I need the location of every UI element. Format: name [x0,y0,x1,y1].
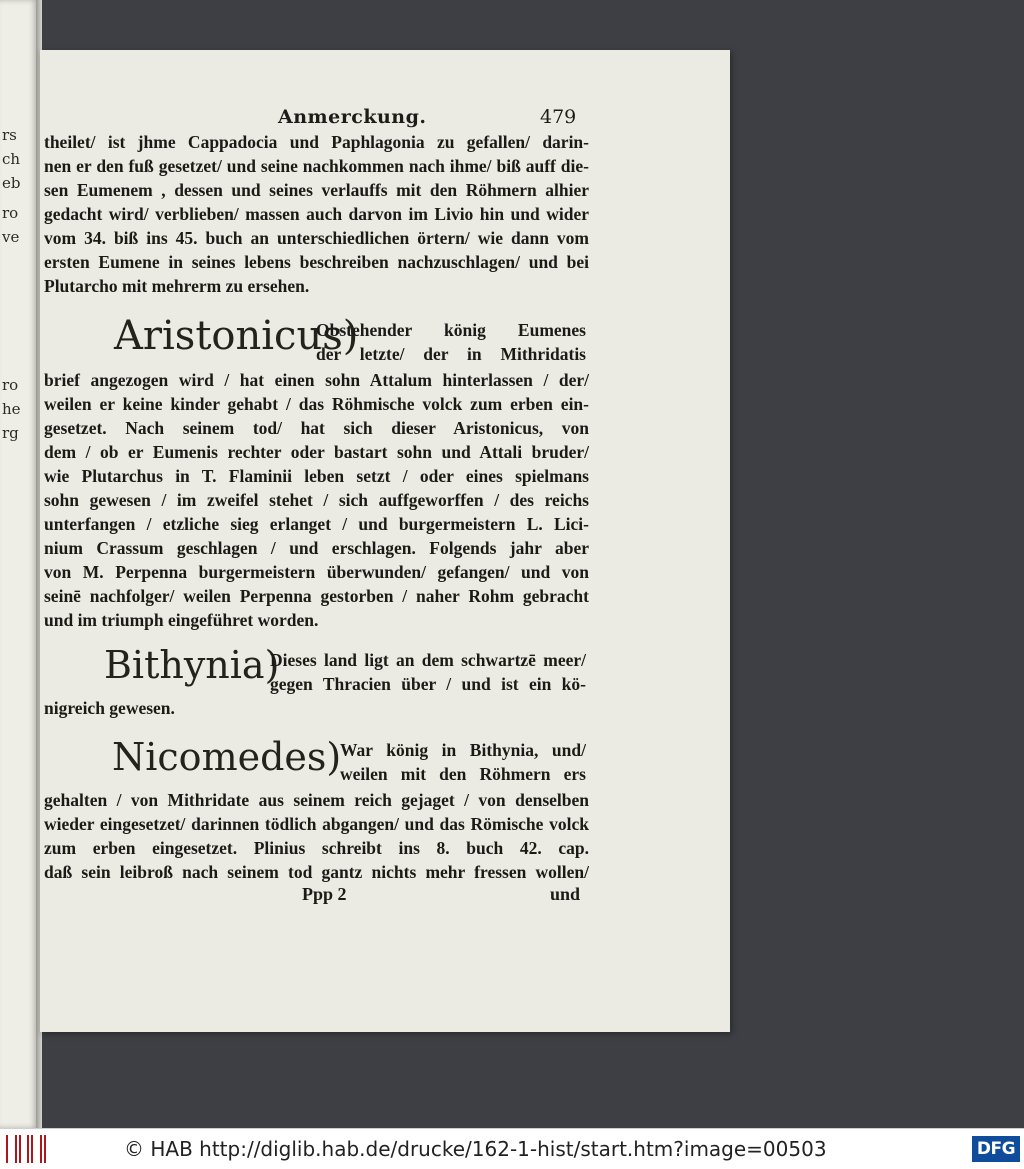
text-line: sen Eumenem , dessen und seines verlauffs mit den Röhmern alhier [44,180,589,200]
viewer-footer [0,1128,1024,1169]
permalink-url[interactable]: http://diglib.hab.de/drucke/162-1-hist/start.htm?image=00503 [199,1137,827,1161]
facing-page-fragment: ro [2,204,19,222]
copyright-label: © HAB [124,1137,200,1161]
facing-page-fragment: ve [2,228,20,246]
headword-nicomedes: Nicomedes) [112,735,342,779]
side-text-line: Obstehender könig Eumenes [316,320,586,340]
text-line: gesetzet. Nach seinem tod/ hat sich dieser Aristonicus, von [44,418,589,438]
text-line: Plutarcho mit mehrerm zu ersehen. [44,276,310,296]
text-line: dem / ob er Eumenis rechter oder bastart sohn und Attali bruder/ [44,442,589,462]
text-line: wieder eingesetzet/ darinnen tödlich abgangen/ und das Römische volck [44,814,589,834]
facing-page-fragment: rs [2,126,17,144]
catchword: und [550,884,581,904]
text-line: ersten Eumene in seines lebens beschreiben nachzuschlagen/ und bei [44,252,589,272]
dfg-logo[interactable]: DFG [972,1136,1020,1162]
book-page [40,50,730,1032]
running-head: Anmerckung. [278,106,427,128]
side-text-line: War könig in Bithynia, und/ [340,740,586,760]
facing-page-fragment: eb [2,174,21,192]
text-line: brief angezogen wird / hat einen sohn Attalum hinterlassen / der/ [44,370,589,390]
text-line: vom 34. biß ins 45. buch an unterschiedlichen örtern/ wie dann vom [44,228,589,248]
hab-logo-icon [6,1135,46,1163]
headword-aristonicus: Aristonicus) [114,313,359,359]
text-line: nen er den fuß gesetzet/ und seine nachkommen nach ihme/ biß auff die- [44,156,589,176]
text-line: sohn gewesen / im zweifel stehet / sich auffgeworffen / des reichs [44,490,589,510]
text-line: gehalten / von Mithridate aus seinem reich gejaget / von denselben [44,790,589,810]
facing-page-fragment: he [2,400,21,418]
facing-page-fragment: ch [2,150,21,168]
page-header [40,106,730,130]
text-line: unterfangen / etzliche sieg erlanget / und burgermeistern L. Lici- [44,514,589,534]
text-line: von M. Perpenna burgermeistern überwunden/ gefangen/ und von [44,562,589,582]
text-line: weilen er keine kinder gehabt / das Röhmische volck zum erben ein- [44,394,589,414]
headword-bithynia: Bithynia) [104,643,280,687]
side-text-line: Dieses land ligt an dem schwartzē meer/ [270,650,586,670]
side-text-line: der letzte/ der in Mithridatis [316,344,586,364]
facing-page-fragment: ro [2,376,19,394]
text-line: daß sein leibroß nach seinem tod gantz nichts mehr fressen wollen/ [44,862,589,882]
page-footer-row [40,884,730,908]
page-number: 479 [540,106,577,128]
text-line: und im triumph eingeführet worden. [44,610,319,630]
text-line: nium Crassum geschlagen / und erschlagen. Folgends jahr aber [44,538,589,558]
text-line: zum erben eingesetzet. Plinius schreibt ins 8. buch 42. cap. [44,838,589,858]
text-line: seinē nachfolger/ weilen Perpenna gestorben / naher Rohm gebracht [44,586,589,606]
text-line: gedacht wird/ verblieben/ massen auch darvon im Livio hin und wider [44,204,589,224]
footer-text [124,1137,827,1161]
side-text-line: weilen mit den Röhmern ers [340,764,586,784]
facing-page-edge [0,0,38,1128]
text-line: theilet/ ist jhme Cappadocia und Paphlagonia zu gefallen/ darin- [44,132,589,152]
text-line: wie Plutarchus in T. Flaminii leben setzt / oder eines spielmans [44,466,589,486]
signature-mark: Ppp 2 [302,884,347,904]
side-text-line: gegen Thracien über / und ist ein kö- [270,674,586,694]
facing-page-fragment: rg [2,424,19,442]
text-line: nigreich gewesen. [44,698,175,718]
